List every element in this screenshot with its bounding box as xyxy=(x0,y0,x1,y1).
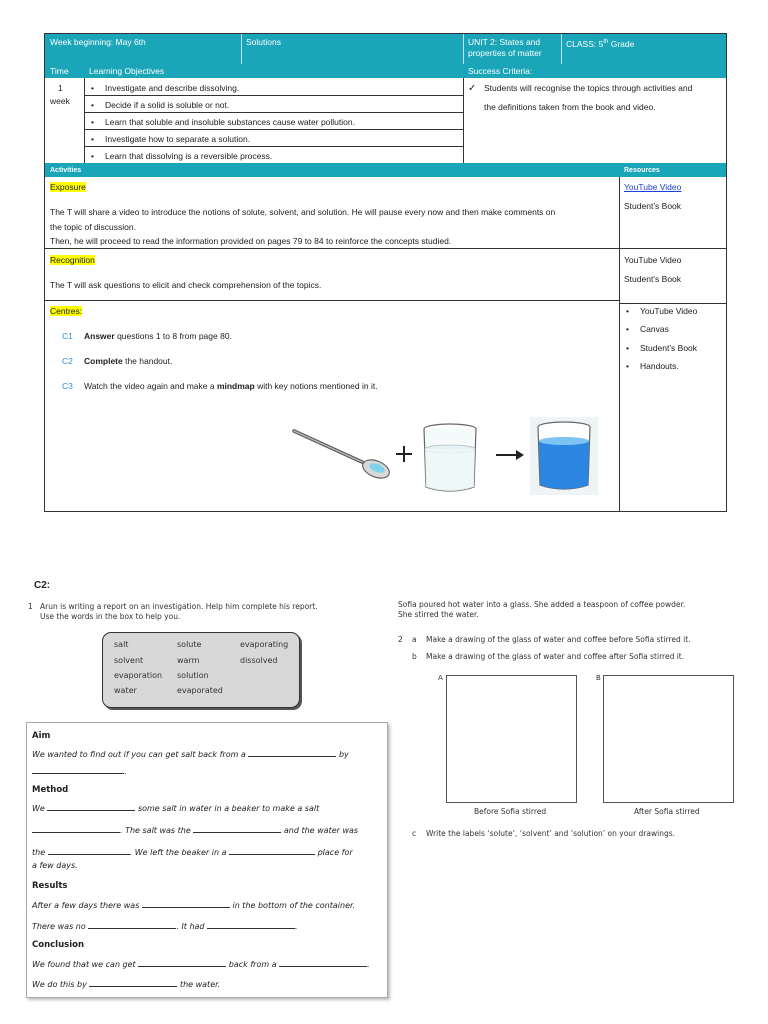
col-success: Success Criteria: xyxy=(468,66,533,76)
method-title: Method xyxy=(32,785,69,795)
question-2a-text: Make a drawing of the glass of water and coffee before Sofia stirred it. xyxy=(426,635,691,644)
check-icon: ✓ xyxy=(468,83,477,94)
recognition-text: The T will ask questions to elicit and check comprehension of the topics. xyxy=(50,280,322,290)
centres-resource-2: • Canvas xyxy=(640,324,669,334)
method-line-2: . The salt was the and the water was xyxy=(32,824,358,835)
centres-resource-4: • Handouts. xyxy=(640,361,679,371)
sofia-line-2: She stirred the water. xyxy=(398,610,479,619)
dissolving-illustration xyxy=(290,415,600,497)
centres-title: Centres: xyxy=(50,306,83,316)
youtube-video-link[interactable]: YouTube Video xyxy=(624,182,682,192)
word-evaporated: evaporated xyxy=(177,686,223,695)
conclusion-line-1: We found that we can get back from a . xyxy=(32,960,370,969)
conclusion-blank-3[interactable] xyxy=(89,978,177,987)
question-1-number: 1 xyxy=(28,602,33,611)
class-label: CLASS: 5th Grade xyxy=(566,38,635,49)
beaker-blue-icon xyxy=(530,417,598,495)
objective-5: • Learn that dissolving is a reversible process. xyxy=(105,151,272,161)
method-blank-4[interactable] xyxy=(48,846,130,855)
conclusion-title: Conclusion xyxy=(32,940,84,950)
topic-title: Solutions xyxy=(246,37,281,47)
centres-resource-1: • YouTube Video xyxy=(640,306,697,316)
success-line-1: Students will recognise the topics through activities and xyxy=(484,83,693,93)
conclusion-blank-1[interactable] xyxy=(138,958,226,967)
col-objectives: Learning Objectives xyxy=(89,66,165,76)
centre-c1-tag: C1 xyxy=(62,331,73,341)
method-blank-3[interactable] xyxy=(193,824,281,833)
report-box xyxy=(26,722,388,998)
exposure-text-3: Then, he will proceed to read the information provided on pages 79 to 84 to reinforce the concepts studied. xyxy=(50,236,452,246)
results-blank-2[interactable] xyxy=(88,920,176,929)
objective-1: • Investigate and describe dissolving. xyxy=(105,83,239,93)
word-salt: salt xyxy=(114,640,129,649)
worksheet-heading: C2: xyxy=(34,580,51,591)
aim-line-2: . xyxy=(32,765,127,776)
aim-blank-1[interactable] xyxy=(248,748,336,757)
caption-after: After Sofia stirred xyxy=(634,807,700,816)
results-blank-1[interactable] xyxy=(142,899,230,908)
col-time: Time xyxy=(50,66,69,76)
question-1-line-2: Use the words in the box to help you. xyxy=(40,612,181,621)
centre-c1-text: Answer questions 1 to 8 from page 80. xyxy=(84,331,232,341)
box-a-label: A xyxy=(438,674,443,682)
word-water: water xyxy=(114,686,137,695)
exposure-text-2: the topic of discussion. xyxy=(50,222,136,232)
results-line-1: After a few days there was in the bottom of the container. xyxy=(32,901,356,910)
beaker-clear-icon xyxy=(424,424,476,491)
conclusion-line-2: We do this by the water. xyxy=(32,980,221,989)
results-line-2: There was no . It had . xyxy=(32,922,298,931)
drawing-box-b[interactable] xyxy=(603,675,734,803)
question-2c-text: Write the labels ‘solute’, ‘solvent’ and ‘solution’ on your drawings. xyxy=(426,829,675,838)
word-solute: solute xyxy=(177,640,202,649)
word-solvent: solvent xyxy=(114,656,144,665)
method-blank-2[interactable] xyxy=(32,824,120,833)
method-blank-1[interactable] xyxy=(47,802,135,811)
recognition-resource-book: Student’s Book xyxy=(624,274,682,284)
centre-c2-tag: C2 xyxy=(62,356,73,366)
aim-line-1: We wanted to find out if you can get salt back from a by xyxy=(32,750,349,759)
spoon-icon xyxy=(294,431,392,482)
question-2-number: 2 xyxy=(398,635,403,644)
unit-title: UNIT 2: States and properties of matter xyxy=(468,37,542,58)
exposure-text-1: The T will share a video to introduce the notions of solute, solvent, and solution. He will pause every now and then make comments on xyxy=(50,207,556,217)
sofia-line-1: Sofia poured hot water into a glass. She added a teaspoon of coffee powder. xyxy=(398,600,686,609)
centre-c3-text: Watch the video again and make a mindmap with key notions mentioned in it. xyxy=(84,381,378,391)
word-evaporation: evaporation xyxy=(114,671,163,680)
week-beginning: Week beginning: May 6th xyxy=(50,37,146,47)
method-line-1: We some salt in water in a beaker to make a salt xyxy=(32,804,320,813)
aim-blank-2[interactable] xyxy=(32,765,124,774)
centre-c3-tag: C3 xyxy=(62,381,73,391)
aim-title: Aim xyxy=(32,731,51,741)
recognition-title: Recognition xyxy=(50,255,95,265)
word-solution: solution xyxy=(177,671,209,680)
plus-icon xyxy=(396,446,412,462)
arrow-right-icon xyxy=(496,450,524,460)
question-2b-letter: b xyxy=(412,652,417,661)
results-blank-3[interactable] xyxy=(207,920,295,929)
resources-label: Resources xyxy=(624,167,660,174)
caption-before: Before Sofia stirred xyxy=(474,807,547,816)
question-2c-letter: c xyxy=(412,829,417,838)
success-line-2: the definitions taken from the book and video. xyxy=(484,102,656,112)
question-1-line-1: Arun is writing a report on an investigation. Help him complete his report. xyxy=(40,602,318,611)
exposure-title: Exposure xyxy=(50,182,86,192)
centre-c2-text: Complete the handout. xyxy=(84,356,173,366)
results-title: Results xyxy=(32,881,68,891)
time-value: 1 xyxy=(58,83,63,93)
word-warm: warm xyxy=(177,656,200,665)
centres-resource-3: • Student’s Book xyxy=(640,343,697,353)
objective-4: • Investigate how to separate a solution. xyxy=(105,134,250,144)
drawing-box-a[interactable] xyxy=(446,675,577,803)
word-evaporating: evaporating xyxy=(240,640,289,649)
question-2a-letter: a xyxy=(412,635,417,644)
activities-label: Activities xyxy=(50,167,82,174)
method-blank-5[interactable] xyxy=(229,846,315,855)
method-line-3: the . We left the beaker in a place for xyxy=(32,848,353,857)
question-2b-text: Make a drawing of the glass of water and coffee after Sofia stirred it. xyxy=(426,652,685,661)
conclusion-blank-2[interactable] xyxy=(279,958,367,967)
recognition-resource-video: YouTube Video xyxy=(624,255,682,265)
objective-3: • Learn that soluble and insoluble substances cause water pollution. xyxy=(105,117,355,127)
method-line-4: a few days. xyxy=(32,861,78,870)
time-unit: week xyxy=(50,96,70,106)
exposure-resource-book: Student’s Book xyxy=(624,201,682,211)
box-b-label: B xyxy=(596,674,601,682)
objective-2: • Decide if a solid is soluble or not. xyxy=(105,100,229,110)
word-dissolved: dissolved xyxy=(240,656,278,665)
